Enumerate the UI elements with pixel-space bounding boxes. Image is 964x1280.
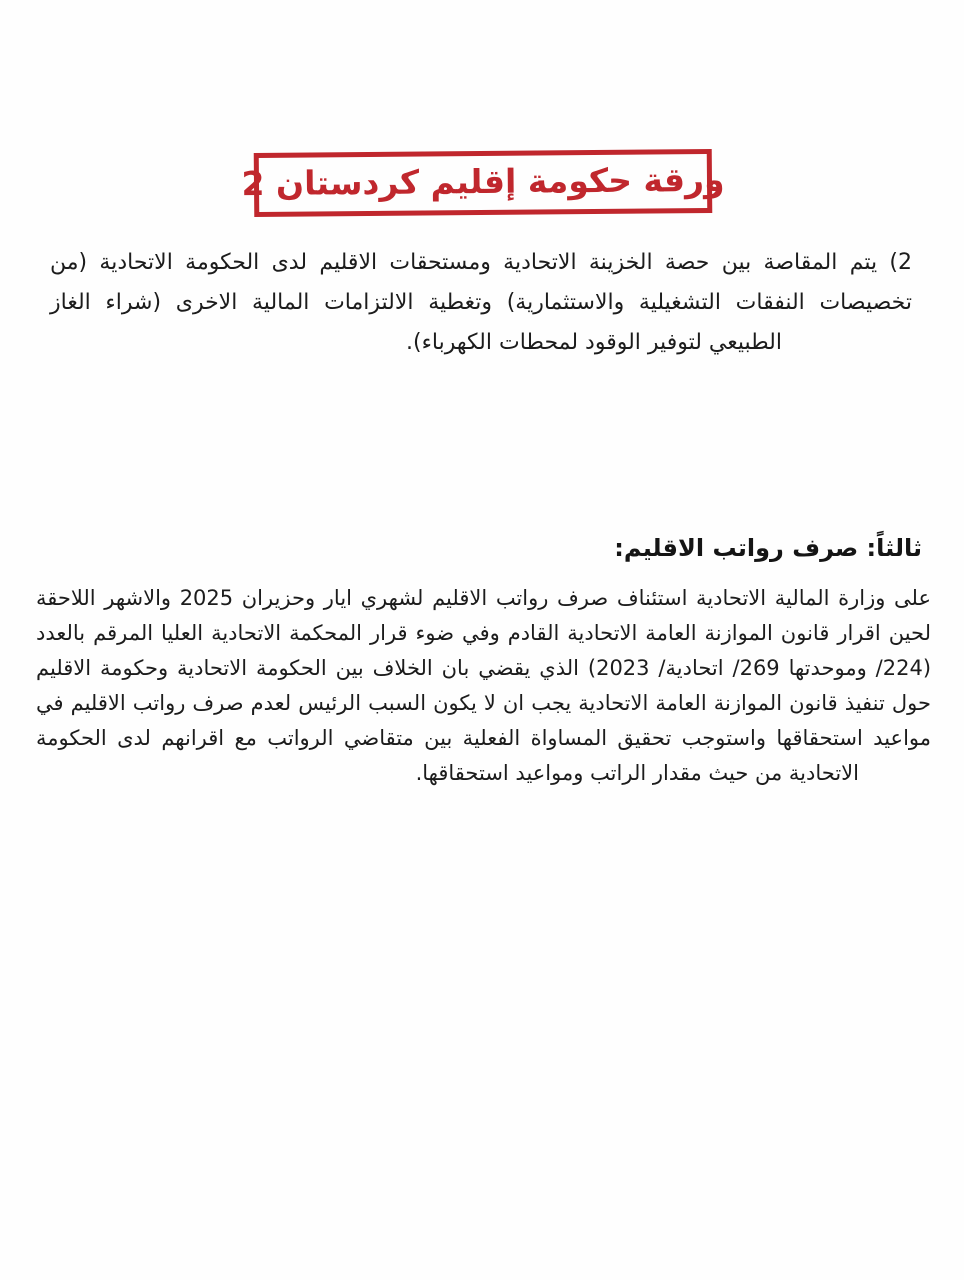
document-title: ورقة حكومة إقليم كردستان 2	[241, 159, 725, 203]
clause-2-line-2: تخصيصات النفقات التشغيلية والاستثمارية) وتغطية الالتزامات المالية الاخرى (شراء الغاز	[50, 290, 912, 315]
region-salaries-paragraph	[36, 581, 931, 791]
salaries-line-4: حول تنفيذ قانون الموازنة العامة الاتحادية يجب ان لا يكون السبب الرئيس لعدم صرف رواتب الاقليم في	[36, 691, 931, 715]
document-title-box	[241, 149, 725, 217]
clause-2-paragraph	[50, 243, 912, 363]
clause-2-line-3: الطبيعي لتوفير الوقود لمحطات الكهرباء).	[406, 330, 782, 355]
salaries-line-3: (224/ وموحدتها 269/ اتحادية/ 2023) الذي يقضي بان الخلاف بين الحكومة الاتحادية وحكومة الاقليم	[36, 656, 932, 680]
salaries-line-6: الاتحادية من حيث مقدار الراتب ومواعيد استحقاقها.	[415, 761, 859, 785]
section-third-heading: ثالثاً: صرف رواتب الاقليم:	[614, 534, 922, 562]
salaries-line-1: على وزارة المالية الاتحادية استئناف صرف رواتب الاقليم لشهري ايار وحزيران 2025 والاشهر اللاحقة	[36, 586, 931, 610]
clause-2-line-1: 2) يتم المقاصة بين حصة الخزينة الاتحادية ومستحقات الاقليم لدى الحكومة الاتحادية (من	[50, 250, 912, 275]
salaries-line-5: مواعيد استحقاقها واستوجب تحقيق المساواة الفعلية بين متقاضي الرواتب مع اقرانهم لدى الحكومة	[36, 726, 931, 750]
salaries-line-2: لحين اقرار قانون الموازنة العامة الاتحادية القادم وفي ضوء قرار المحكمة الاتحادية العليا المرقم بالعدد	[36, 621, 931, 645]
